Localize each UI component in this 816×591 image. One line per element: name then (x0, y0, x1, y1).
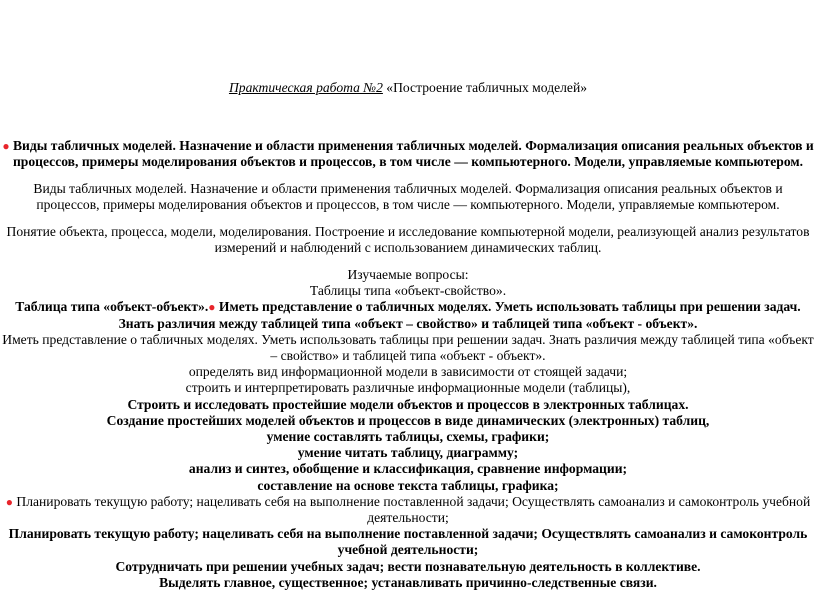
line-build-interpret: строить и интерпретировать различные информационные модели (таблицы), (185, 380, 631, 396)
title-italic: Практическая работа №2 (228, 80, 383, 95)
line-object-property: Таблицы типа «объект-свойство». (309, 283, 507, 299)
line-goals-plain: Иметь представление о табличных моделях. Уметь использовать таблицы при решении задач. Знать различия между таблицей типа «объект – свойство» и таблицей типа «объект - объект». (2, 331, 814, 364)
line-highlight-main: Выделять главное, существенное; устанавливать причинно-следственные связи. (159, 574, 657, 590)
line-plan-bold: Планировать текущую работу; нацеливать себя на выполнение поставленной задачи; Осуществлять самоанализ и самоконтроль учебной деятельности; (8, 526, 808, 558)
line-object-object-label: Таблица типа «объект-объект». (15, 299, 209, 315)
line-build-research: Строить и исследовать простейшие модели объектов и процессов в электронных таблицах. (127, 396, 689, 412)
line-determine-model: определять вид информационной модели в зависимости от стоящей задачи; (188, 364, 628, 380)
line-plan-bullet-text: Планировать текущую работу; нацеливать себя на выполнение поставленной задачи; Осуществлять самоанализ и самоконтроль учебной деятельности; (12, 493, 811, 526)
paragraph-2: Виды табличных моделей. Назначение и области применения табличных моделей. Формализация описания реальных объектов и процессов, примеры моделирования объектов и процессов, в том числе — компьютерного. Модели, управляемые компьютером. (33, 181, 783, 213)
paragraph-3: Понятие объекта, процесса, модели, моделирования. Построение и исследование компьютерной модели, реализующей анализ результатов измерений и наблюдений с использованием динамических таблиц. (6, 224, 810, 256)
paragraph-1-text: Виды табличных моделей. Назначение и области применения табличных моделей. Формализация описания реальных объектов и процессов, примеры моделирования объектов и процессов, в том числе — компьютерного. Модели, управляемые компьютером. (12, 138, 814, 170)
content-list (2, 267, 814, 591)
line-cooperate: Сотрудничать при решении учебных задач; вести познавательную деятельность в коллективе. (115, 558, 701, 574)
line-object-object (2, 299, 814, 331)
line-skill-read: умение читать таблицу, диаграмму; (297, 445, 519, 461)
paragraph-bullet-bold (2, 138, 814, 170)
line-object-object-goals: Иметь представление о табличных моделях. Уметь использовать таблицы при решении задач. Знать различия между таблицей типа «объект – свойство» и таблицей типа «объект - объект». (118, 299, 801, 331)
line-skill-compose: умение составлять таблицы, схемы, графики; (266, 429, 550, 445)
bullet-icon: ● (5, 494, 13, 509)
line-compose-from-text: составление на основе текста таблицы, графика; (257, 477, 559, 493)
line-create-models: Создание простейших моделей объектов и процессов в виде динамических (электронных) таблиц, (106, 412, 710, 428)
bullet-icon: ● (2, 139, 10, 153)
line-plan-bullet (2, 494, 814, 526)
page-title (0, 79, 816, 96)
bullet-icon: ● (208, 300, 216, 315)
title-rest: «Построение табличных моделей» (382, 80, 588, 95)
study-questions-heading: Изучаемые вопросы: (347, 267, 469, 282)
line-analysis: анализ и синтез, обобщение и классификация, сравнение информации; (188, 461, 628, 477)
